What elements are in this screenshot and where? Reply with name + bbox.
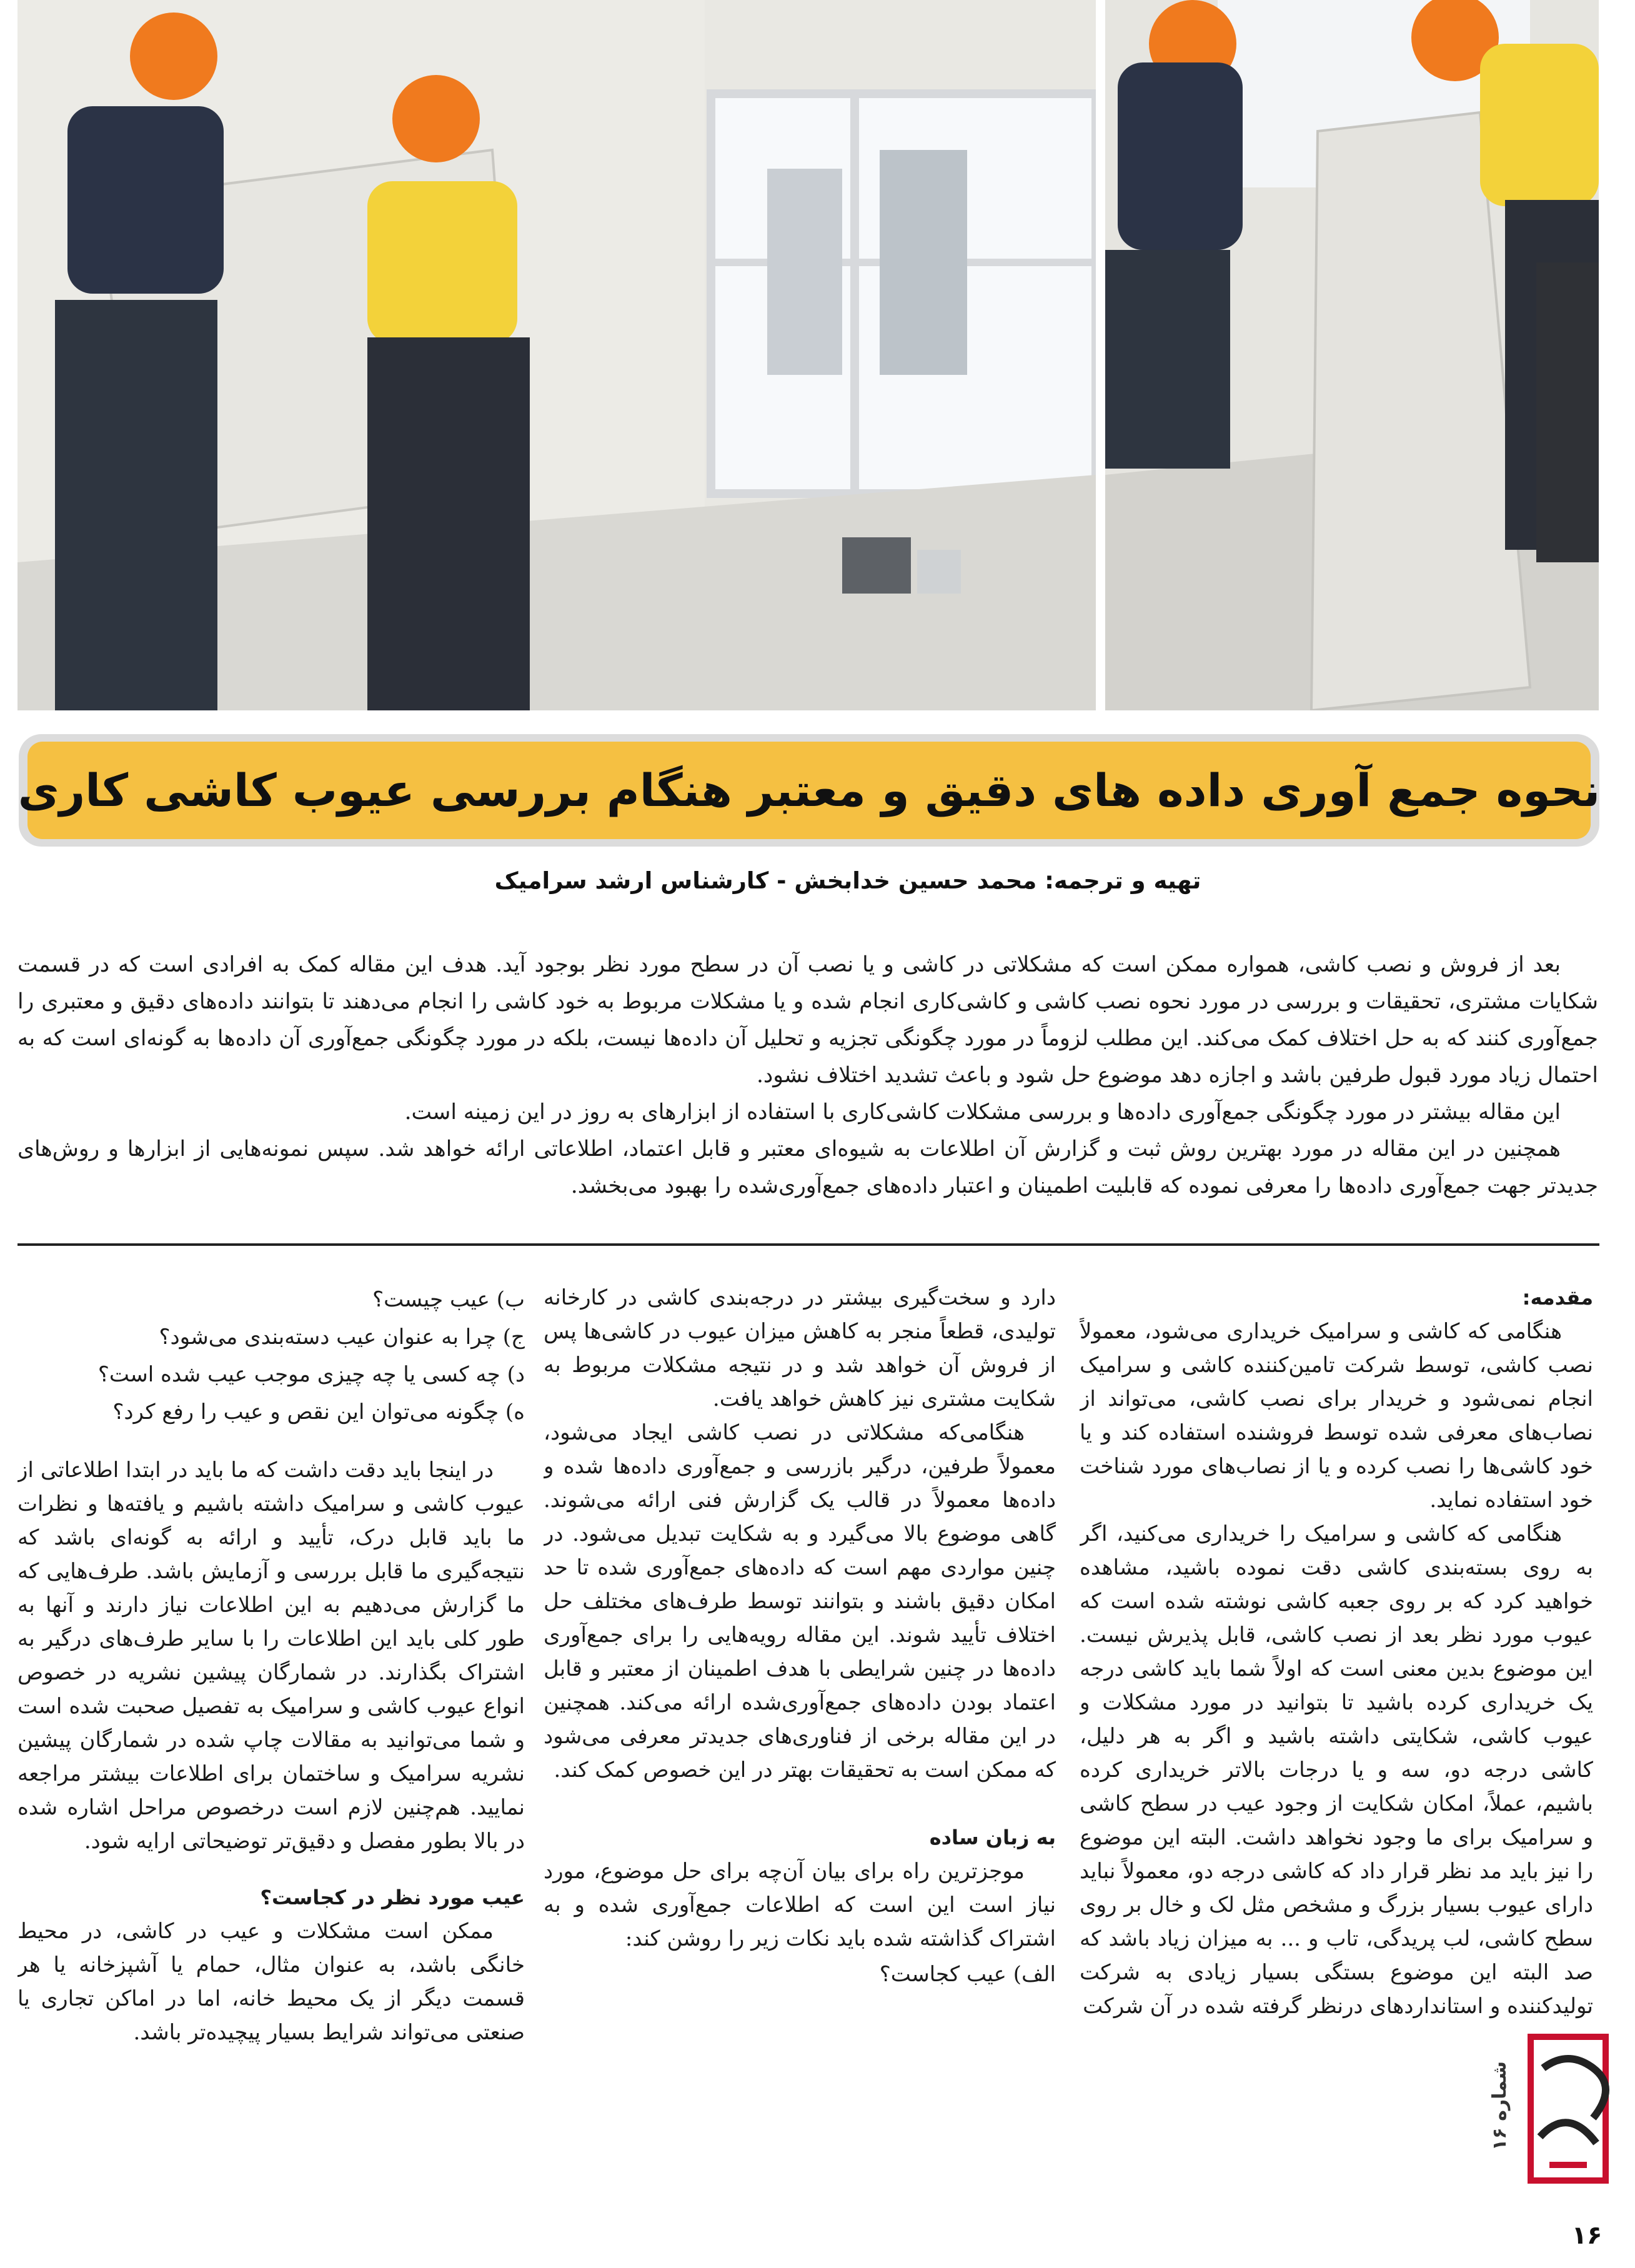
title-box	[17, 742, 1601, 839]
page-number: ۱۶	[1571, 2221, 1603, 2250]
intro-paragraph: این مقاله بیشتر در مورد چگونگی جمع‌آوری داده‌ها و بررسی مشکلات کاشی‌کاری با استفاده از ابزارهای به روز در این زمینه است.	[404, 1100, 1561, 1125]
photo-workers-carrying-tile	[17, 0, 1096, 710]
heading-introduction: مقدمه:	[1522, 1286, 1593, 1310]
issue-label	[1478, 2043, 1521, 2168]
question-item: ه) چگونه می‌توان این نقص و عیب را رفع کرد؟	[112, 1400, 525, 1425]
heading-defect-location: عیب مورد نظر در کجاست؟	[260, 1886, 525, 1909]
paragraph: هنگامی که کاشی و سرامیک را خریداری می‌کنید، اگر به روی بسته‌بندی کاشی دقت نموده باشید، مشاهده خواهید کرد که بر روی جعبه کاشی نوشته شده است که عیوب مورد نظر بعد از نصب کاشی، قابل پذیرش نیست. این موضوع بدین معنی است که اولاً شما باید کاشی درجه یک خریداری کرده باشید تا بتوانید در مورد مشکلات و عیوب کاشی، شکایتی داشته باشید و اگر به هر دلیل، کاشی درجه دو، سه و یا درجات بالاتر خریداری کرده باشیم، عملاً، امکان شکایت از وجود عیب در سطح کاشی و سرامیک برای ما وجود نخواهد داشت. البته این موضوع را نیز باید مد نظر قرار داد که کاشی درجه دو، معمولاً نباید دارای عیوب بسیار بزرگ و مشخص مثل لک و خال بر روی سطح کاشی، لب پریدگی، تاب و ... به میزان زیاد باشد که صد البته این موضوع بستگی بسیار زیادی به شرکت تولیدکننده و استانداردهای درنظر گرفته شده در آن شرکت	[1080, 1521, 1593, 2019]
question-item: ج) چرا به عنوان عیب دسته‌بندی می‌شود؟	[159, 1325, 525, 1350]
paragraph: هنگامی که کاشی و سرامیک خریداری می‌شود، معمولاً نصب کاشی، توسط شرکت تامین‌کننده کاشی و سرامیک انجام نمی‌شود و خریدار برای نصب کاشی، می‌تواند از نصاب‌های معرفی شده توسط فروشنده استفاده کند و یا خود کاشی‌ها را نصب کرده و یا از نصاب‌های مورد شناخت خود استفاده نماید.	[1080, 1319, 1593, 1513]
heading-plain-language: به زبان ساده	[929, 1826, 1056, 1849]
paragraph: هنگامی‌که مشکلاتی در نصب کاشی ایجاد می‌شود، معمولاً طرفین، درگیر بازرسی و جمع‌آوری داده‌ها شده و داده‌ها معمولاً در قالب یک گزارش فنی ارائه می‌شوند. گاهی موضوع بالا می‌گیرد و به شکایت تبدیل می‌شود. در چنین مواردی مهم است که داده‌های جمع‌آوری شده تا حد امکان دقیق باشند و بتوانند توسط طرف‌های مختلف حل اختلاف تأیید شوند. این مقاله رویه‌هایی را برای جمع‌آوری داده‌ها در چنین شرایطی با هدف اطمینان از معتبر و قابل اعتماد بودن داده‌های جمع‌آوری‌شده ارائه می‌کند. همچنین در این مقاله برخی از فناوری‌های جدیدتر معرفی می‌شود که ممکن است به تحقیقات بهتر در این خصوص کمک کند.	[544, 1420, 1056, 1783]
question-item: ب) عیب چیست؟	[372, 1287, 525, 1312]
column-left	[17, 1281, 525, 2256]
question-item: الف) عیب کجاست؟	[879, 1962, 1056, 1987]
byline: تهیه و ترجمه: محمد حسین خدابخش - کارشناس ارشد سرامیک	[494, 867, 1201, 894]
issue-number-text: شماره ۱۶	[1488, 2061, 1511, 2151]
intro-paragraph: همچنین در این مقاله در مورد بهترین روش ثبت و گزارش آن اطلاعات به شیوه‌ای معتبر و قابل اعتماد، اطلاعاتی ارائه خواهد شد. سپس نمونه‌هایی از ابزارها و روش‌های جدیدتر جهت جمع‌آوری داده‌ها را معرفی نموده که قابلیت اطمینان و اعتبار داده‌های جمع‌آوری‌شده را بهبود می‌بخشد.	[17, 1136, 1598, 1198]
paragraph: ممکن است مشکلات و عیب در کاشی، در محیط خانگی باشد، به عنوان مثال، حمام یا آشپزخانه یا هر قسمت دیگر از یک محیط خانه، اما در اماکن تجاری یا صنعتی می‌تواند شرایط بسیار پیچیده‌تر باشد.	[17, 1919, 525, 2045]
question-item: د) چه کسی یا چه چیزی موجب عیب شده است؟	[97, 1362, 525, 1387]
column-middle	[544, 1281, 1056, 2256]
photo-workers-laying-tile	[1105, 0, 1599, 710]
paragraph: موجزترین راه برای بیان آن‌چه برای حل موضوع، مورد نیاز است این است که اطلاعات جمع‌آوری شده و به اشتراک گذاشته شده باید نکات زیر را روشن کند:	[544, 1859, 1056, 1951]
magazine-logo	[1524, 2031, 1612, 2218]
title-banner	[19, 734, 1599, 847]
intro	[17, 947, 1598, 1205]
paragraph: دارد و سخت‌گیری بیشتر در درجه‌بندی کاشی در کارخانه تولیدی، قطعاً منجر به کاهش میزان عیوب در کاشی‌ها پس از فروش آن خواهد شد و در نتیجه مشکلات مربوط به شکایت مشتری نیز کاهش خواهد یافت.	[544, 1285, 1056, 1411]
section-divider	[17, 1243, 1599, 1246]
intro-paragraph: بعد از فروش و نصب کاشی، همواره ممکن است که مشکلاتی در کاشی و یا نصب آن در سطح مورد نظر بوجود آید. هدف این مقاله کمک به افرادی است که در قسمت شکایات مشتری، تحقیقات و بررسی در مورد نحوه نصب کاشی و کاشی‌کاری انجام شده و یا مشکلات مربوط به خود کاشی را انجام می‌دهند تا بتوانند داده‌های دقیق و معتبری را جمع‌آوری کنند که به حل اختلاف کمک می‌کند. این مطلب لزوماً در مورد چگونگی تجزیه و تحلیل آن داده‌ها نیست، بلکه در مورد چگونگی جمع‌آوری آن داده‌ها به گونه‌ای است که به احتمال زیاد مورد قبول طرفین باشد و اجازه دهد موضوع حل شود و باعث تشدید اختلاف نشود.	[17, 952, 1598, 1088]
paragraph: در اینجا باید دقت داشت که ما باید در ابتدا اطلاعاتی از عیوب کاشی و سرامیک داشته باشیم و یافته‌ها و نظرات ما باید قابل درک، تأیید و ارائه به گونه‌ای باشد که نتیجه‌گیری ما قابل بررسی و آزمایش باشد. طرف‌هایی که ما گزارش می‌دهیم به این اطلاعات نیاز دارند و آنها به طور کلی باید این اطلاعات را با سایر طرف‌های درگیر به اشتراک بگذارند. در شمارگان پیشین نشریه در خصوص انواع عیوب کاشی و سرامیک به تفصیل صحبت شده است و شما می‌توانید به مقالات چاپ شده در شمارگان پیشین نشریه سرامیک و ساختمان برای اطلاعات بیشتر مراجعه نمایید. هم‌چنین لازم است درخصوص مراحل اشاره شده در بالا بطور مفصل و دقیق‌تر توضیحاتی ارایه شود.	[17, 1458, 525, 1854]
article-title: نحوه جمع آوری داده های دقیق و معتبر هنگام بررسی عیوب کاشی کاری	[17, 764, 1601, 817]
